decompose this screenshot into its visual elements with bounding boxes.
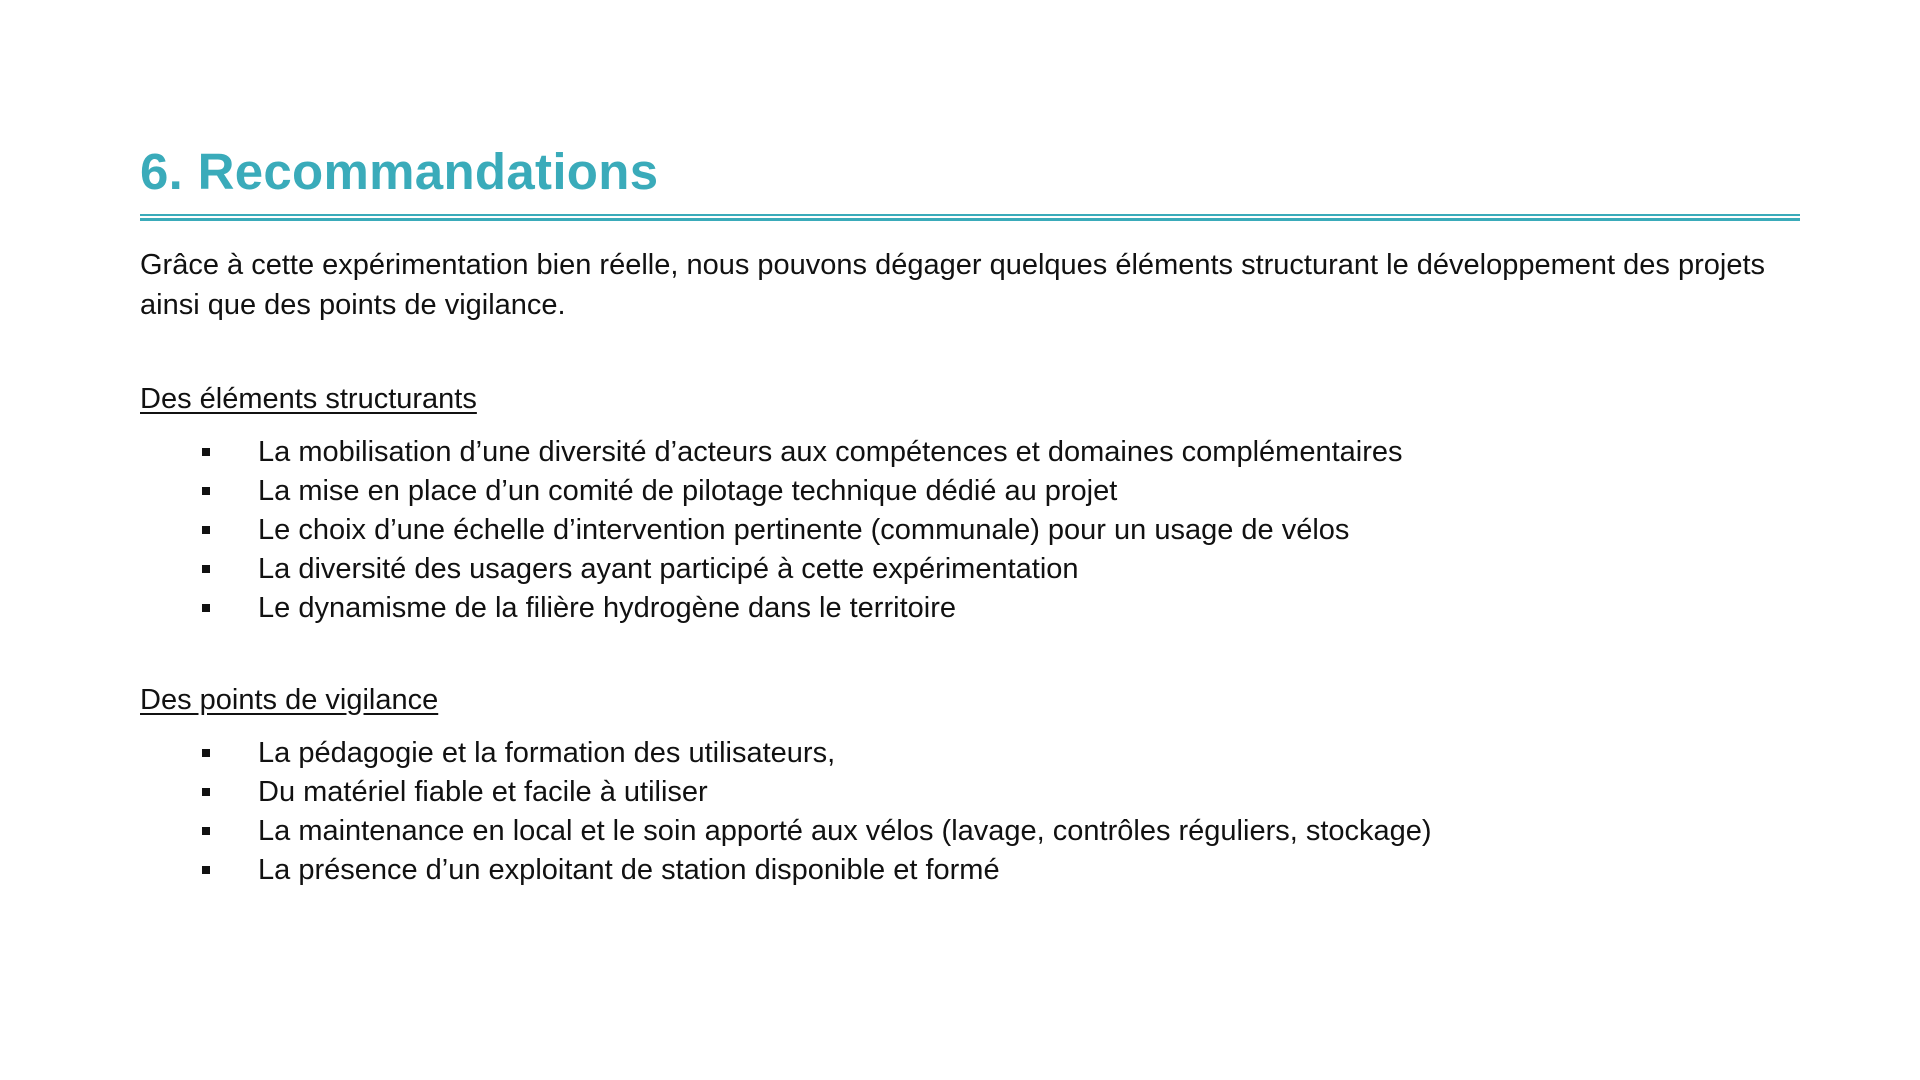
square-bullet-icon [202,487,210,495]
list-item [140,851,1800,890]
square-bullet-icon [202,827,210,835]
list-elements-structurants [140,433,1800,628]
list-item [140,550,1800,589]
square-bullet-icon [202,788,210,796]
list-item [140,433,1800,472]
list-points-de-vigilance [140,734,1800,890]
list-item [140,812,1800,851]
square-bullet-icon [202,526,210,534]
heading-points-de-vigilance: Des points de vigilance [140,684,439,716]
list-item-text: La diversité des usagers ayant participé à cette expérimentation [258,553,1079,585]
list-item-text: Le dynamisme de la filière hydrogène dans le territoire [258,592,956,624]
list-item-text: Le choix d’une échelle d’intervention pertinente (communale) pour un usage de vélos [258,514,1350,546]
list-item [140,734,1800,773]
list-item-text: La mise en place d’un comité de pilotage technique dédié au projet [258,475,1118,507]
list-item [140,773,1800,812]
list-item-text: Du matériel fiable et facile à utiliser [258,776,708,808]
square-bullet-icon [202,604,210,612]
square-bullet-icon [202,749,210,757]
list-item-text: La mobilisation d’une diversité d’acteurs aux compétences et domaines complémentaires [258,436,1403,468]
square-bullet-icon [202,565,210,573]
list-item-text: La pédagogie et la formation des utilisateurs, [258,737,836,769]
document-page [140,140,1800,890]
list-item-text: La présence d’un exploitant de station disponible et formé [258,854,1000,886]
list-item [140,589,1800,628]
section-title: 6. Recommandations [140,143,659,200]
intro-paragraph: Grâce à cette expérimentation bien réelle, nous pouvons dégager quelques éléments structurant le développement des projets ainsi que des points de vigilance. [140,249,1766,321]
list-item [140,511,1800,550]
list-item [140,472,1800,511]
square-bullet-icon [202,448,210,456]
square-bullet-icon [202,866,210,874]
heading-elements-structurants: Des éléments structurants [140,383,477,415]
list-item-text: La maintenance en local et le soin apporté aux vélos (lavage, contrôles réguliers, stockage) [258,815,1432,847]
title-underline-rule [140,214,1800,221]
